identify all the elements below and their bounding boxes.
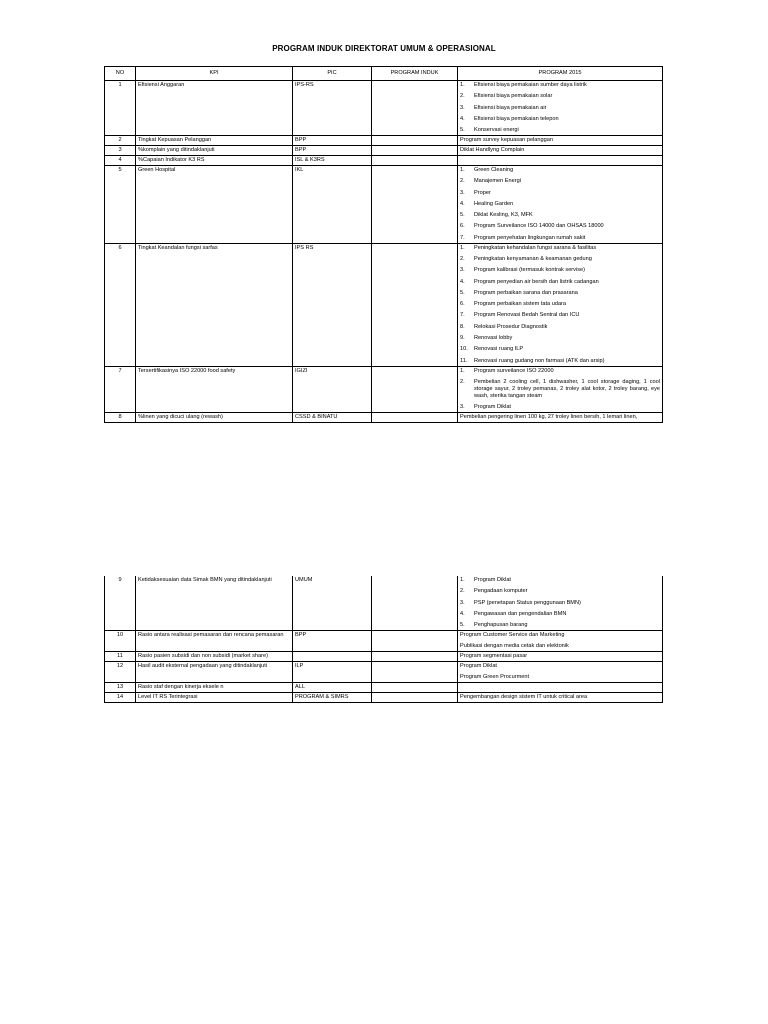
program-list	[460, 82, 660, 134]
program-2015-cell	[458, 146, 663, 156]
pic-cell: IPS RS	[293, 243, 372, 366]
table-row	[105, 683, 663, 693]
program-item-number: 1.	[460, 167, 465, 174]
program-induk-cell	[372, 662, 458, 683]
header-kpi: KPI	[136, 67, 293, 81]
kpi-cell: Tingkat Kepuasan Pelanggan	[136, 136, 293, 146]
row-number: 6	[105, 243, 136, 366]
program-item-number: 4.	[460, 610, 465, 617]
row-number: 8	[105, 413, 136, 423]
program-item	[460, 93, 660, 100]
program-item-number: 1.	[460, 82, 465, 88]
row-number: 10	[105, 631, 136, 652]
program-item-text: Konservasi energi	[474, 127, 519, 134]
kpi-cell: Green Hospital	[136, 166, 293, 244]
program-item-text: Healing Garden	[474, 200, 514, 207]
program-induk-cell	[372, 146, 458, 156]
pic-cell	[293, 652, 372, 662]
program-item-text: Program Green Procurment	[460, 674, 530, 681]
row-number: 9	[105, 576, 136, 631]
kpi-cell: %komplain yang ditindaklanjuti	[136, 146, 293, 156]
table-row	[105, 156, 663, 166]
kpi-cell: Rasio pasien subsidi dan non subsidi (market share)	[136, 652, 293, 662]
program-item-text: Pembelian pengering linen 100 kg, 27 troley linen bersih, 1 lemari linen,	[460, 414, 638, 421]
program-2015-cell	[458, 631, 663, 652]
pic-cell: BPP	[293, 631, 372, 652]
program-item	[460, 301, 660, 308]
program-item-number: 2.	[460, 256, 465, 263]
program-item-text: Diklat Kesling, K3, MFK	[474, 212, 533, 219]
program-item-text: Program surveilance ISO 22000	[474, 367, 554, 374]
program-item-text: Efisiensi biaya pemakaian air	[474, 104, 547, 111]
program-item-number: 1.	[460, 577, 465, 583]
table-row	[105, 413, 663, 423]
program-item	[460, 404, 660, 411]
header-program-2015: PROGRAM 2015	[458, 67, 663, 81]
program-2015-cell	[458, 652, 663, 662]
program-item	[460, 267, 660, 274]
program-item-number: 9.	[460, 334, 465, 341]
program-item-text: Efisiensi biaya pemakaian sumber daya listrik	[474, 82, 587, 88]
program-item	[460, 358, 660, 365]
program-item-text: Program segmentasi pasar	[460, 653, 528, 660]
program-item	[460, 235, 660, 242]
pic-cell: UMUM	[293, 576, 372, 631]
program-2015-cell	[458, 366, 663, 413]
program-item	[460, 212, 660, 219]
program-item	[460, 178, 660, 185]
program-item	[460, 611, 660, 618]
program-item	[460, 116, 660, 123]
row-number: 12	[105, 662, 136, 683]
header-pic: PIC	[293, 67, 372, 81]
program-induk-cell	[372, 81, 458, 136]
program-item-number: 5.	[460, 127, 465, 134]
program-list	[460, 368, 660, 412]
table-row	[105, 693, 663, 703]
program-item-number: 10.	[460, 346, 468, 353]
row-number: 13	[105, 683, 136, 693]
program-item	[460, 600, 660, 607]
program-item-number: 3.	[460, 267, 465, 274]
program-item-number: 7.	[460, 312, 465, 319]
program-item-number: 2.	[460, 378, 465, 385]
program-item-text: Peningkatan kehandalan fungsi sarana & fasilitas	[474, 244, 597, 251]
program-item-text: Program survey kepuasan pelanggan	[460, 137, 553, 144]
program-item-text: Green Cleaning	[474, 167, 514, 174]
program-item	[460, 127, 660, 134]
program-2015-cell	[458, 81, 663, 136]
program-2015-cell	[458, 243, 663, 366]
row-number: 1	[105, 81, 136, 136]
program-item-text: Peningkatan kenyamanan & keamanan gedung	[474, 256, 592, 263]
program-induk-cell	[372, 366, 458, 413]
table-header-row	[105, 67, 663, 81]
row-number: 4	[105, 156, 136, 166]
program-item-text: Program Diklat	[474, 404, 511, 411]
pic-cell: PROGRAM & SIMRS	[293, 693, 372, 703]
program-item	[460, 346, 660, 353]
kpi-cell: Ketidaksesuaian data Simak BMN yang ditindaklanjuti	[136, 576, 293, 631]
program-item-text: Program Diklat	[460, 663, 497, 670]
program-item-number: 3.	[460, 189, 465, 196]
program-item-number: 4.	[460, 278, 465, 285]
program-list	[460, 167, 660, 242]
kpi-cell: Tersertifikasinya ISO 22000 food safety	[136, 366, 293, 413]
row-number: 11	[105, 652, 136, 662]
program-item-number: 7.	[460, 234, 465, 241]
program-item-number: 6.	[460, 301, 465, 308]
program-list	[460, 245, 660, 365]
pic-cell: IKL	[293, 166, 372, 244]
row-number: 2	[105, 136, 136, 146]
pic-cell: BPP	[293, 146, 372, 156]
program-item-text: Program kalibrasi (termasuk kontrak servise)	[474, 267, 585, 274]
row-number: 5	[105, 166, 136, 244]
pic-cell: IGIZI	[293, 366, 372, 413]
program-2015-cell	[458, 136, 663, 146]
pic-cell: ALL	[293, 683, 372, 693]
program-2015-cell	[458, 156, 663, 166]
table-row	[105, 136, 663, 146]
program-item	[460, 335, 660, 342]
program-item-number: 5.	[460, 289, 465, 296]
program-item-text: Efisiensi biaya pemakaian telepon	[474, 115, 559, 122]
program-item	[460, 201, 660, 208]
program-item-text: Renovasi ruang ILP	[474, 346, 524, 353]
program-item-number: 1.	[460, 367, 465, 374]
program-item-number: 4.	[460, 200, 465, 207]
pic-cell: ILP	[293, 662, 372, 683]
program-induk-cell	[372, 136, 458, 146]
program-item	[460, 324, 660, 331]
program-item-text: Diklat Handlyng Complain	[460, 147, 525, 154]
program-item	[460, 105, 660, 112]
program-item-text: Efisiensi biaya pemakaian solar	[474, 93, 553, 100]
program-item-text: Renovasi ruang gudang non farmasi (ATK dan arsip)	[474, 357, 605, 364]
program-item-text: PSP (penetapan Status penggunaan BMN)	[474, 599, 581, 606]
program-item-text: Pengadaan komputer	[474, 588, 528, 595]
program-item-text: Program Diklat	[474, 577, 511, 583]
table-row	[105, 652, 663, 662]
kpi-cell: %linen yang dicuci ulang (rewash)	[136, 413, 293, 423]
table-row	[105, 631, 663, 652]
kpi-cell: Hasil audit eksternal pengadaan yang ditindaklanjuti	[136, 662, 293, 683]
program-item	[460, 167, 660, 174]
program-list	[460, 577, 660, 629]
program-item	[460, 290, 660, 297]
program-item-text: Penghapusan barang	[474, 622, 528, 629]
program-item-number: 2.	[460, 178, 465, 185]
program-item-text: Program Renovasi Bedah Sentral dan ICU	[474, 312, 580, 319]
program-2015-cell	[458, 576, 663, 631]
program-item-number: 3.	[460, 404, 465, 411]
header-program-induk: PROGRAM INDUK	[372, 67, 458, 81]
row-number: 3	[105, 146, 136, 156]
program-item-number: 1.	[460, 244, 465, 251]
table-row	[105, 576, 663, 631]
program-induk-cell	[372, 631, 458, 652]
program-item-number: 6.	[460, 223, 465, 230]
program-item-text: Pengembangan design sistem IT untuk critical area	[460, 694, 588, 701]
program-2015-cell	[458, 662, 663, 683]
program-item-number: 3.	[460, 599, 465, 606]
program-item	[460, 379, 660, 400]
pic-cell: CSSD & BINATU	[293, 413, 372, 423]
document-title: PROGRAM INDUK DIREKTORAT UMUM & OPERASIONAL	[272, 44, 496, 53]
table-row	[105, 243, 663, 366]
program-item-text: Publikasi dengan media cetak dan elektonik	[460, 643, 569, 650]
kpi-cell: Efisiensi Anggaran	[136, 81, 293, 136]
program-item-text	[460, 157, 660, 164]
program-2015-cell	[458, 166, 663, 244]
program-2015-cell	[458, 413, 663, 423]
header-no: NO	[105, 67, 136, 81]
pic-cell: BPP	[293, 136, 372, 146]
program-item-text	[460, 684, 660, 691]
program-table-page-2	[104, 576, 663, 703]
program-item-number: 5.	[460, 212, 465, 219]
pic-cell: IPS-RS	[293, 81, 372, 136]
program-item-text: Program perbaikan sarana dan prasarana	[474, 289, 578, 296]
program-item-text: Pembelian 2 cooling cell, 1 dishwasher, 1 cool storage daging, 1 cool storage sayur, 2 troley pemanas, 2 troley alat kotor, 2 troley barang, eye wash, sterika tangan steam	[474, 378, 660, 399]
program-induk-cell	[372, 683, 458, 693]
program-item-text: Program Surveilance ISO 14000 dan OHSAS 18000	[474, 223, 604, 230]
program-item-text: Manajemen Energi	[474, 178, 521, 185]
program-item-text: Relokasi Prosedur Diagnostik	[474, 323, 548, 330]
program-induk-cell	[372, 576, 458, 631]
program-item	[460, 622, 660, 629]
table-row	[105, 81, 663, 136]
program-item-number: 5.	[460, 622, 465, 629]
program-item	[460, 256, 660, 263]
kpi-cell: %Capaian Indikator K3 RS	[136, 156, 293, 166]
program-item	[460, 577, 660, 584]
program-induk-cell	[372, 693, 458, 703]
program-item-text: Program penyehatan lingkungan rumah sakit	[474, 234, 586, 241]
program-item-number: 2.	[460, 93, 465, 100]
program-item-text: Renovasi lobby	[474, 334, 513, 341]
table-row	[105, 146, 663, 156]
program-item	[460, 190, 660, 197]
kpi-cell: Rasio antara realisasi pemasaran dan rencana pemasaran	[136, 631, 293, 652]
row-number: 7	[105, 366, 136, 413]
program-item	[460, 588, 660, 595]
program-induk-cell	[372, 156, 458, 166]
program-item-text: Proper	[474, 189, 491, 196]
table-row	[105, 366, 663, 413]
program-induk-cell	[372, 243, 458, 366]
program-item	[460, 368, 660, 375]
program-item-text: Program penyedian air bersih dan listrik cadangan	[474, 278, 599, 285]
kpi-cell: Tingkat Keandalan fungsi sarfas	[136, 243, 293, 366]
program-item-text: Program perbaikan sistem tata udara	[474, 301, 567, 308]
table-row	[105, 166, 663, 244]
program-2015-cell	[458, 683, 663, 693]
program-induk-cell	[372, 166, 458, 244]
program-table-page-1	[104, 66, 663, 423]
kpi-cell: Level IT RS Terintegrasi	[136, 693, 293, 703]
program-item	[460, 312, 660, 319]
program-induk-cell	[372, 652, 458, 662]
program-item-number: 8.	[460, 323, 465, 330]
program-induk-cell	[372, 413, 458, 423]
program-item-number: 2.	[460, 588, 465, 595]
kpi-cell: Rasio staf dengan kinerja eksele n	[136, 683, 293, 693]
program-item	[460, 223, 660, 230]
program-item-text: Program Customer Service dan Marketing	[460, 632, 565, 639]
table-row	[105, 662, 663, 683]
program-item	[460, 279, 660, 286]
program-item-text: Pengawasan dan pengendalian BMN	[474, 610, 567, 617]
program-item-number: 11.	[460, 357, 468, 364]
program-2015-cell	[458, 693, 663, 703]
program-item-number: 3.	[460, 104, 465, 111]
program-item	[460, 245, 660, 252]
program-item-number: 4.	[460, 115, 465, 122]
program-item	[460, 82, 660, 89]
row-number: 14	[105, 693, 136, 703]
pic-cell: ISL & K3RS	[293, 156, 372, 166]
